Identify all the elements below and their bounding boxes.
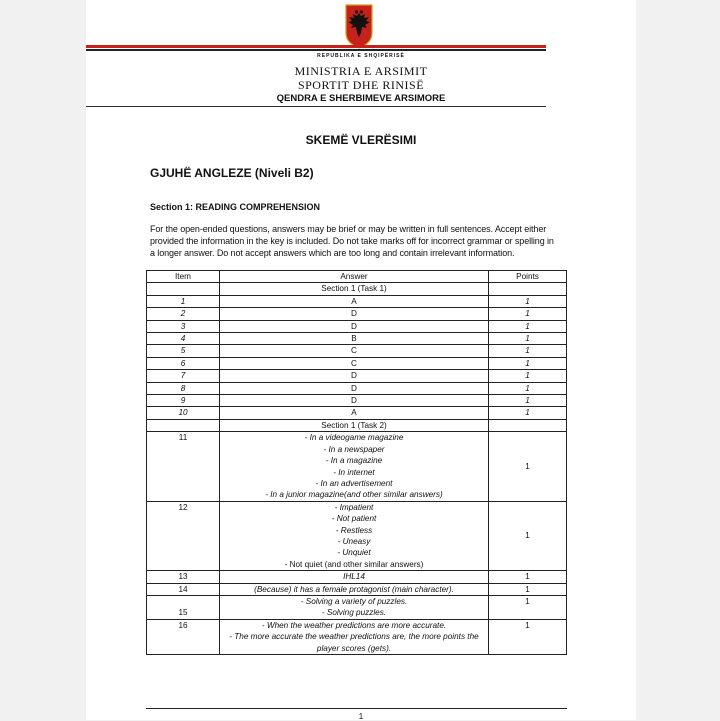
answer-option: - When the weather predictions are more accurate.	[261, 620, 447, 630]
item-number: 9	[147, 395, 220, 407]
item-number: 6	[147, 357, 220, 369]
table-header-row	[147, 271, 567, 283]
answer-list	[220, 595, 489, 619]
table-row	[147, 320, 567, 332]
header-dark-rule	[86, 49, 546, 51]
answer-cell: B	[220, 333, 489, 345]
item-number: 12	[147, 501, 220, 570]
task1-title: Section 1 (Task 1)	[220, 283, 489, 295]
item-number: 13	[147, 571, 220, 583]
points-cell: 1	[489, 345, 567, 357]
answer-option: - Solving a variety of puzzles.	[300, 596, 408, 606]
table-row	[147, 357, 567, 369]
answer-option: - Restless	[335, 525, 373, 535]
table-row	[147, 407, 567, 419]
answer-option: - Not quiet (and other similar answers)	[284, 559, 424, 569]
item-number: 7	[147, 370, 220, 382]
points-cell: 1	[489, 583, 567, 595]
header-underline	[86, 106, 546, 107]
answer-option: - In a junior magazine(and other similar answers)	[265, 490, 443, 500]
table-row	[147, 395, 567, 407]
answer-cell: D	[220, 320, 489, 332]
answer-cell: A	[220, 407, 489, 419]
points-cell: 1	[489, 320, 567, 332]
item-number: 15	[147, 595, 220, 619]
answer-option: - Solving puzzles.	[321, 608, 387, 618]
answer-cell: A	[220, 295, 489, 307]
points-cell: 1	[489, 407, 567, 419]
item-number: 16	[147, 619, 220, 654]
points-column-header: Points	[489, 271, 567, 283]
item-number: 4	[147, 333, 220, 345]
points-cell: 1	[489, 308, 567, 320]
table-row	[147, 345, 567, 357]
answer-cell: D	[220, 382, 489, 394]
table-row	[147, 333, 567, 345]
points-cell: 1	[489, 357, 567, 369]
document-page	[86, 0, 636, 720]
item-number: 14	[147, 583, 220, 595]
table-row	[147, 370, 567, 382]
table-row	[147, 501, 567, 570]
section-heading: Section 1: READING COMPREHENSION	[150, 202, 321, 212]
item-number: 5	[147, 345, 220, 357]
answer-list	[220, 501, 489, 570]
footer-divider	[146, 708, 567, 709]
points-cell: 1	[489, 395, 567, 407]
item-number: 2	[147, 308, 220, 320]
header-red-rule	[86, 45, 546, 48]
republic-label: REPUBLIKA E SHQIPËRISË	[317, 53, 405, 59]
item-number: 3	[147, 320, 220, 332]
points-cell: 1	[489, 571, 567, 583]
ministry-name-line2: SPORTIT DHE RINISË	[297, 78, 425, 92]
answer-option: - In internet	[333, 467, 375, 477]
subject-heading: GJUHË ANGLEZE (Niveli B2)	[150, 166, 314, 180]
answer-cell: (Because) it has a female protagonist (main character).	[220, 583, 489, 595]
answer-key-table	[146, 270, 567, 655]
answer-option: - In a newspaper	[323, 444, 385, 454]
task2-title-row	[147, 419, 567, 431]
item-number: 1	[147, 295, 220, 307]
answer-option: - Uneasy	[337, 536, 371, 546]
answer-option: - The more accurate the weather predictions are, the more points the player scores (gets).	[229, 632, 479, 653]
answer-list	[220, 619, 489, 654]
table-row	[147, 583, 567, 595]
answer-option: - In a magazine	[325, 456, 383, 466]
answer-option: - Impatient	[334, 502, 374, 512]
ministry-name-line1: MINISTRIA E ARSIMIT	[294, 64, 428, 78]
table-row	[147, 619, 567, 654]
answer-option: - In a videogame magazine	[304, 433, 404, 443]
points-cell: 1	[489, 432, 567, 501]
table-row	[147, 382, 567, 394]
answer-option: - Unquiet	[337, 548, 371, 558]
answer-option: - Not patient	[331, 514, 377, 524]
item-number: 8	[147, 382, 220, 394]
albanian-eagle-emblem-icon	[344, 3, 374, 49]
instructions-paragraph: For the open-ended questions, answers may be brief or may be written in full sentences. Accept either provided the information in the key is included. Do not take marks off for incorrect grammar or spelling in a longer answer. Do not accept answers which are too long and contain irrelevant information.	[150, 224, 554, 258]
task1-title-row	[147, 283, 567, 295]
task2-title: Section 1 (Task 2)	[220, 419, 489, 431]
points-cell: 1	[489, 295, 567, 307]
page-number: 1	[358, 712, 364, 721]
answer-cell: D	[220, 308, 489, 320]
points-cell: 1	[489, 382, 567, 394]
table-row	[147, 432, 567, 501]
centre-name: QENDRA E SHERBIMEVE ARSIMORE	[276, 93, 446, 104]
answer-list	[220, 432, 489, 501]
answer-cell: IHL14	[220, 571, 489, 583]
points-cell: 1	[489, 501, 567, 570]
document-title: SKEMË VLERËSIMI	[305, 133, 417, 147]
item-number: 11	[147, 432, 220, 501]
table-row	[147, 571, 567, 583]
answer-option: - In an advertisement	[315, 478, 393, 488]
points-cell: 1	[489, 370, 567, 382]
points-cell: 1	[489, 595, 567, 619]
points-cell: 1	[489, 333, 567, 345]
item-column-header: Item	[147, 271, 220, 283]
table-row	[147, 308, 567, 320]
points-cell: 1	[489, 619, 567, 654]
answer-cell: C	[220, 357, 489, 369]
answer-cell: C	[220, 345, 489, 357]
answer-column-header: Answer	[220, 271, 489, 283]
table-row	[147, 295, 567, 307]
table-row	[147, 595, 567, 619]
item-number: 10	[147, 407, 220, 419]
answer-cell: D	[220, 395, 489, 407]
answer-cell: D	[220, 370, 489, 382]
